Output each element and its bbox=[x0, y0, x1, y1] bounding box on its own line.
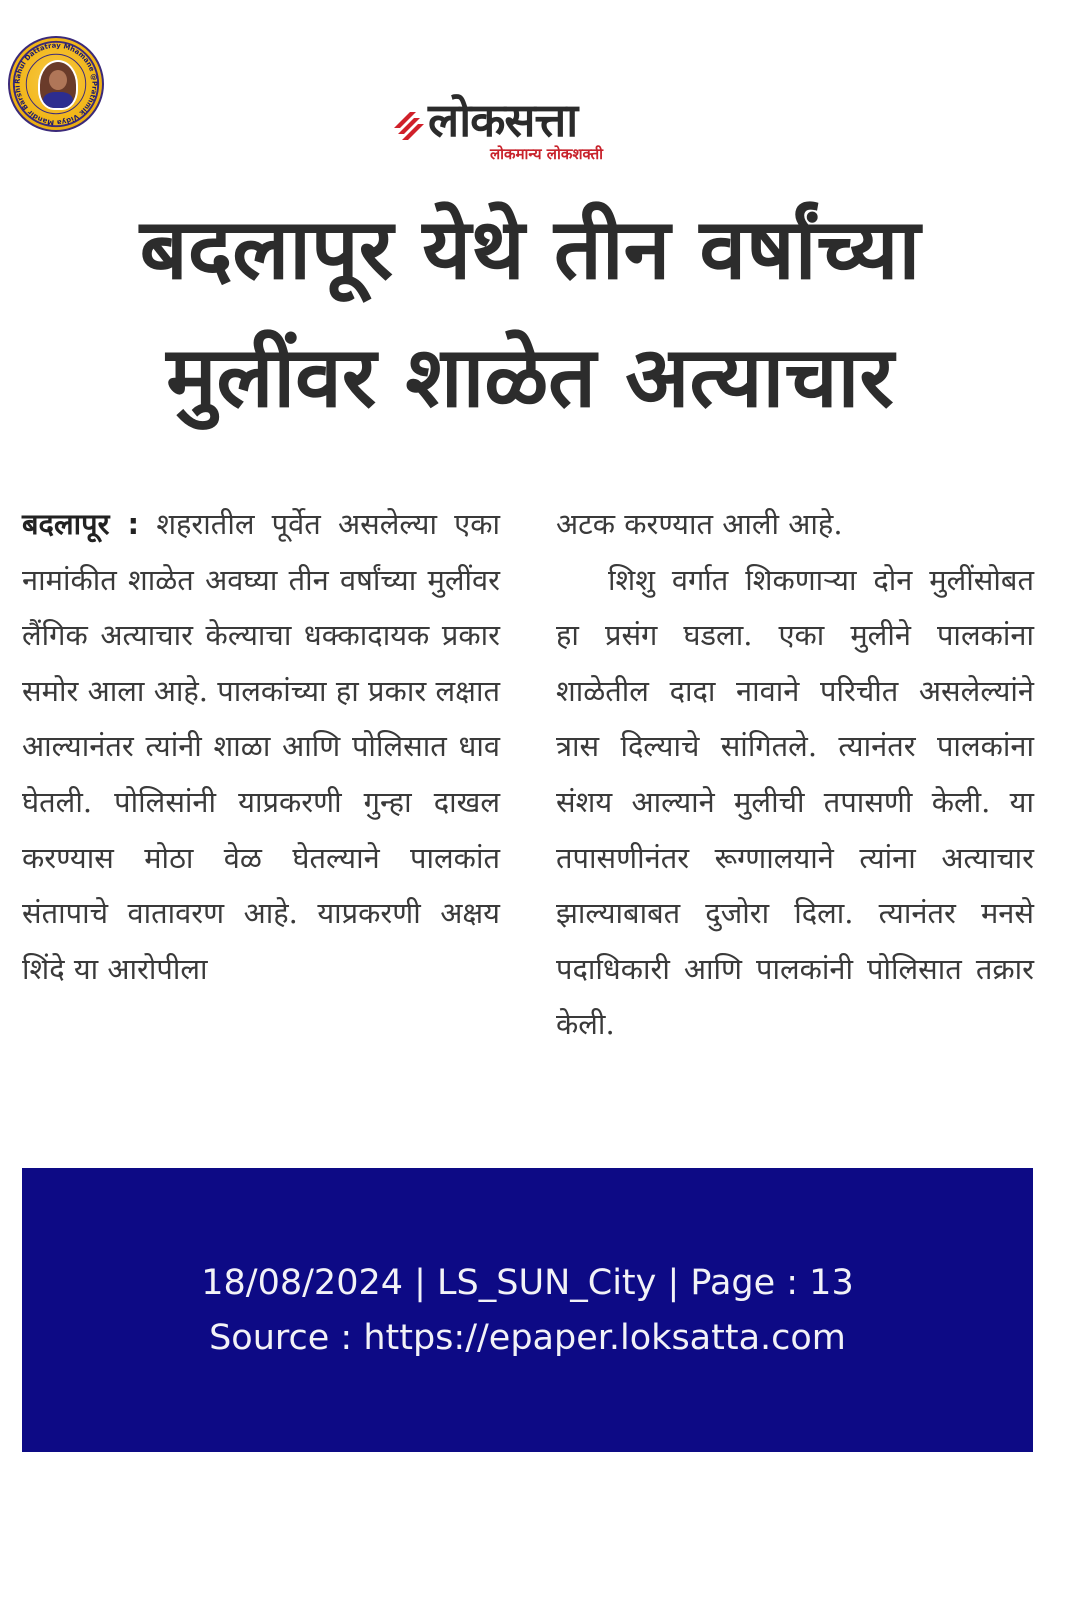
article-column-left bbox=[22, 497, 500, 997]
dateline: बदलापूर : bbox=[22, 507, 140, 541]
article-paragraph: शिशु वर्गात शिकणाऱ्या दोन मुलींसोबत हा प्रसंग घडला. एका मुलीने पालकांना शाळेतील दादा नावाने परिचीत असलेल्यांने त्रास दिल्याचे सांगितले. त्यानंतर पालकांना संशय आल्याने मुलीची तपासणी केली. या तपासणीनंतर रूग्णालयाने त्यांना अत्याचार झाल्याबाबत दुजोरा दिला. त्यानंतर मनसे पदाधिकारी आणि पालकांनी पोलिसात तक्रार केली. bbox=[556, 562, 1034, 1042]
source-link[interactable]: Source : https://epaper.loksatta.com bbox=[209, 1318, 846, 1358]
article-text-left: शहरातील पूर्वेत असलेल्या एका नामांकीत शाळेत अवघ्या तीन वर्षांच्या मुलींवर लैंगिक अत्याचार केल्याचा धक्कादायक प्रकार समोर आला आहे. पालकांच्या हा प्रकार लक्षात आल्यानंतर त्यांनी शाळा आणि पोलिसात धाव घेतली. पोलिसांनी याप्रकरणी गुन्हा दाखल करण्यास मोठा वेळ घेतल्याने पालकांत संतापाचे वातावरण आहे. याप्रकरणी अक्षय शिंदे या आरोपीला bbox=[22, 507, 500, 986]
loksatta-logo-mark-icon bbox=[390, 104, 426, 140]
author-badge bbox=[8, 36, 104, 132]
source-footer bbox=[22, 1168, 1033, 1452]
article-paragraph: अटक करण्यात आली आहे. bbox=[556, 507, 843, 541]
article-column-right bbox=[556, 497, 1034, 1053]
headline-line-2: मुलींवर शाळेत अत्याचार bbox=[166, 328, 894, 426]
edition-info: 18/08/2024 | LS_SUN_City | Page : 13 bbox=[201, 1263, 854, 1303]
article-headline bbox=[30, 185, 1030, 441]
masthead-title: लोकसत्ता bbox=[428, 93, 578, 147]
badge-ring-label: Rahul Dattatray Mhamane @Prathmik Vidya Mandir Barshi bbox=[13, 41, 99, 127]
article-paragraph bbox=[22, 497, 500, 997]
headline-line-1: बदलापूर येथे तीन वर्षांच्या bbox=[139, 200, 921, 298]
masthead bbox=[390, 92, 680, 176]
masthead-tagline: लोकमान्य लोकशक्ती bbox=[490, 145, 604, 163]
portrait-icon bbox=[38, 60, 78, 110]
